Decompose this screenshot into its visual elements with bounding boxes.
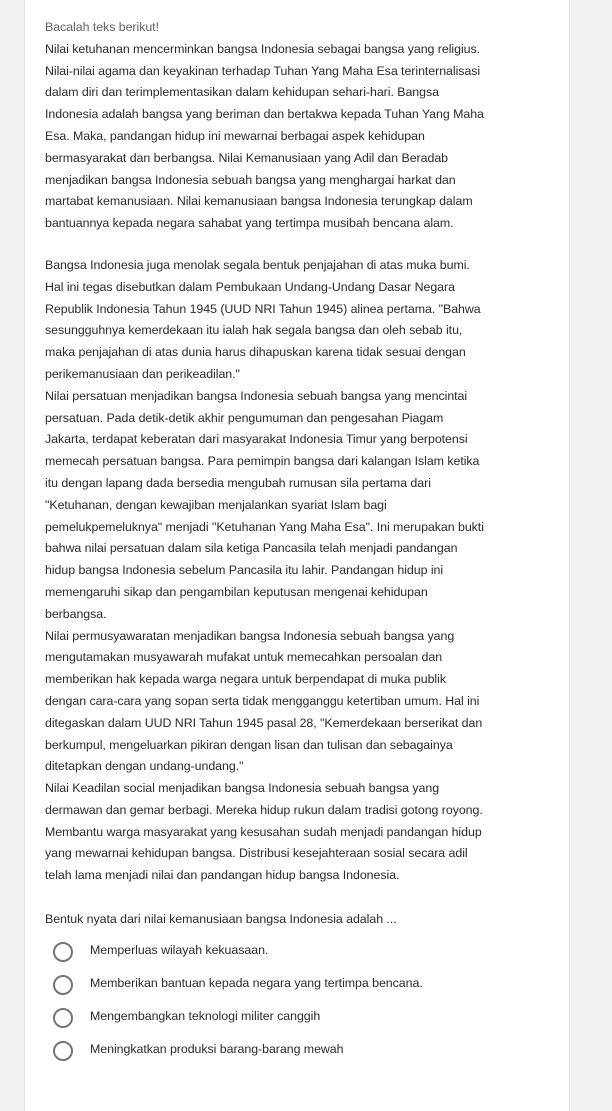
answer-option-label[interactable]: Memperluas wilayah kekuasaan. bbox=[90, 942, 269, 957]
answer-option-4[interactable] bbox=[45, 1038, 565, 1071]
answer-option-2[interactable] bbox=[45, 972, 565, 1005]
reading-paragraph-5: Nilai Keadilan social menjadikan bangsa Indonesia sebuah bangsa yang dermawan dan gemar berbagi. Mereka hidup rukun dalam tradisi gotong royong. Membantu warga masyarakat yang kesusahan sudah menjadi pandangan hidup yang mewarnai kehidupan bangsa. Distribusi kesejahteraan sosial secara adil telah lama menjadi nilai dan pandangan hidup bangsa Indonesia. bbox=[45, 781, 483, 883]
answer-option-label[interactable]: Meningkatkan produksi barang-barang mewah bbox=[90, 1041, 344, 1056]
radio-button-2[interactable] bbox=[53, 975, 73, 995]
answer-options bbox=[45, 939, 565, 1071]
reading-paragraph-3: Nilai persatuan menjadikan bangsa Indonesia sebuah bangsa yang mencintai persatuan. Pada detik-detik akhir pengumuman dan pengesahan Piagam Jakarta, terdapat keberatan dari masyarakat Indonesia Timur yang berpotensi memecah persatuan bangsa. Para pemimpin bangsa dari kalangan Islam ketika itu dengan lapang dada bersedia mengubah rumusan sila pertama dari "Ketuhanan, dengan kewajiban menjalankan syariat Islam bagi pemelukpemeluknya" menjadi "Ketuhanan Yang Maha Esa". Ini merupakan bukti bahwa nilai persatuan dalam sila ketiga Pancasila telah menjadi pandangan hidup bangsa Indonesia sebelum Pancasila itu lahir. Pandangan hidup ini memengaruhi sikap dan pengambilan keputusan mengenai kehidupan berbangsa. bbox=[45, 388, 484, 621]
reading-paragraph-1: Nilai ketuhanan mencerminkan bangsa Indonesia sebagai bangsa yang religius. Nilai-nilai agama dan keyakinan terhadap Tuhan Yang Maha Esa terinternalisasi dalam diri dan terimplementasikan dalam kehidupan sehari-hari. Bangsa Indonesia adalah bangsa yang beriman dan bertakwa kepada Tuhan Yang Maha Esa. Maka, pandangan hidup ini mewarnai berbagai aspek kehidupan bermasyarakat dan berbangsa. Nilai Kemanusiaan yang Adil dan Beradab menjadikan bangsa Indonesia sebuah bangsa yang menghargai harkat dan martabat kemanusiaan. Nilai kemanusiaan bangsa Indonesia terungkap dalam bantuannya kepada negara sahabat yang tertimpa musibah bencana alam. bbox=[45, 41, 484, 231]
answer-option-1[interactable] bbox=[45, 939, 565, 972]
radio-button-4[interactable] bbox=[53, 1041, 73, 1061]
reading-paragraph-2: Bangsa Indonesia juga menolak segala bentuk penjajahan di atas muka bumi. Hal ini tegas disebutkan dalam Pembukaan Undang-Undang Dasar Negara Republik Indonesia Tahun 1945 (UUD NRI Tahun 1945) alinea pertama. "Bahwa sesungguhnya kemerdekaan itu ialah hak segala bangsa dan oleh sebab itu, maka penjajahan di atas dunia harus dihapuskan karena tidak sesuai dengan perikemanusiaan dan perikeadilan." bbox=[45, 257, 481, 381]
instruction-text: Bacalah teks berikut! bbox=[45, 20, 159, 34]
radio-button-1[interactable] bbox=[53, 942, 73, 962]
answer-option-label[interactable]: Mengembangkan teknologi militer canggih bbox=[90, 1008, 321, 1023]
answer-option-3[interactable] bbox=[45, 1005, 565, 1038]
reading-paragraph-4: Nilai permusyawaratan menjadikan bangsa Indonesia sebuah bangsa yang mengutamakan musyawarah mufakat untuk memecahkan persoalan dan memberikan hak kepada warga negara untuk berpendapat di muka publik dengan cara-cara yang sopan serta tidak mengganggu ketertiban umum. Hal ini ditegaskan dalam UUD NRI Tahun 1945 pasal 28, "Kemerdekaan berserikat dan berkumpul, mengeluarkan pikiran dengan lisan dan tulisan dan sebagainya ditetapkan dengan undang-undang." bbox=[45, 628, 483, 774]
radio-button-3[interactable] bbox=[53, 1008, 73, 1028]
question-content bbox=[45, 17, 565, 1071]
question-text: Bentuk nyata dari nilai kemanusiaan bangsa Indonesia adalah ... bbox=[45, 912, 397, 927]
answer-option-label[interactable]: Memberikan bantuan kepada negara yang tertimpa bencana. bbox=[90, 975, 423, 990]
question-card bbox=[24, 0, 570, 1111]
